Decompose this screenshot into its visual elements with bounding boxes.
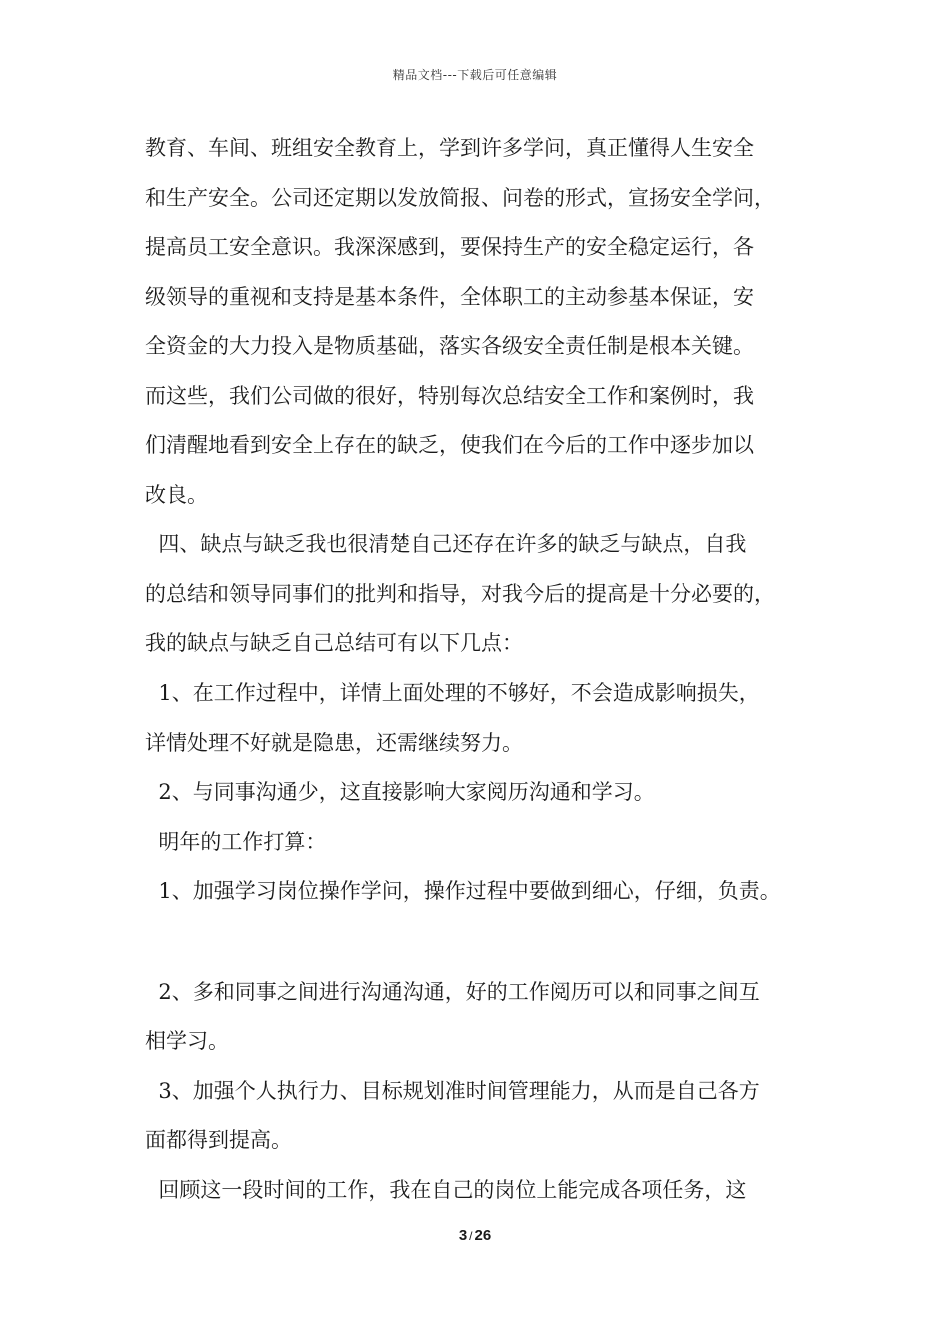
total-pages: 26 xyxy=(474,1227,492,1244)
body-line: 而这些，我们公司做的很好，特别每次总结安全工作和案例时，我 xyxy=(145,384,754,408)
body-line: 全资金的大力投入是物质基础，落实各级安全责任制是根本关键。 xyxy=(145,334,754,358)
body-line: 和生产安全。公司还定期以发放简报、问卷的形式，宣扬安全学问， xyxy=(145,186,775,210)
body-line: 相学习。 xyxy=(145,1029,229,1053)
body-line: 教育、车间、班组安全教育上，学到许多学问，真正懂得人生安全 xyxy=(145,136,754,160)
body-line: 面都得到提高。 xyxy=(145,1128,292,1152)
page-separator: / xyxy=(469,1229,473,1243)
body-line: 的总结和领导同事们的批判和指导，对我今后的提高是十分必要的， xyxy=(145,582,775,606)
body-line: 级领导的重视和支持是基本条件，全体职工的主动参基本保证，安 xyxy=(145,285,754,309)
current-page: 3 xyxy=(458,1227,468,1244)
body-line: 2、多和同事之间进行沟通沟通，好的工作阅历可以和同事之间互 xyxy=(145,980,760,1004)
body-line: 提高员工安全意识。我深深感到，要保持生产的安全稳定运行，各 xyxy=(145,235,754,259)
body-line: 1、加强学习岗位操作学问，操作过程中要做到细心，仔细，负责。 xyxy=(145,879,781,903)
body-line: 四、缺点与缺乏我也很清楚自己还存在许多的缺乏与缺点，自我 xyxy=(145,532,747,556)
body-line: 改良。 xyxy=(145,483,208,507)
body-line: 1、在工作过程中，详情上面处理的不够好，不会造成影响损失， xyxy=(145,681,760,705)
page-header: 精品文档---下载后可任意编辑 xyxy=(392,68,558,82)
body-line: 2、与同事沟通少，这直接影响大家阅历沟通和学习。 xyxy=(145,780,655,804)
body-line: 明年的工作打算： xyxy=(145,830,327,854)
body-line: 我的缺点与缺乏自己总结可有以下几点： xyxy=(145,631,523,655)
body-line: 们清醒地看到安全上存在的缺乏，使我们在今后的工作中逐步加以 xyxy=(145,433,754,457)
body-line: 3、加强个人执行力、目标规划准时间管理能力，从而是自己各方 xyxy=(145,1079,760,1103)
page-number xyxy=(0,1227,950,1244)
body-line: 回顾这一段时间的工作，我在自己的岗位上能完成各项任务，这 xyxy=(145,1178,747,1202)
body-line: 详情处理不好就是隐患，还需继续努力。 xyxy=(145,731,523,755)
